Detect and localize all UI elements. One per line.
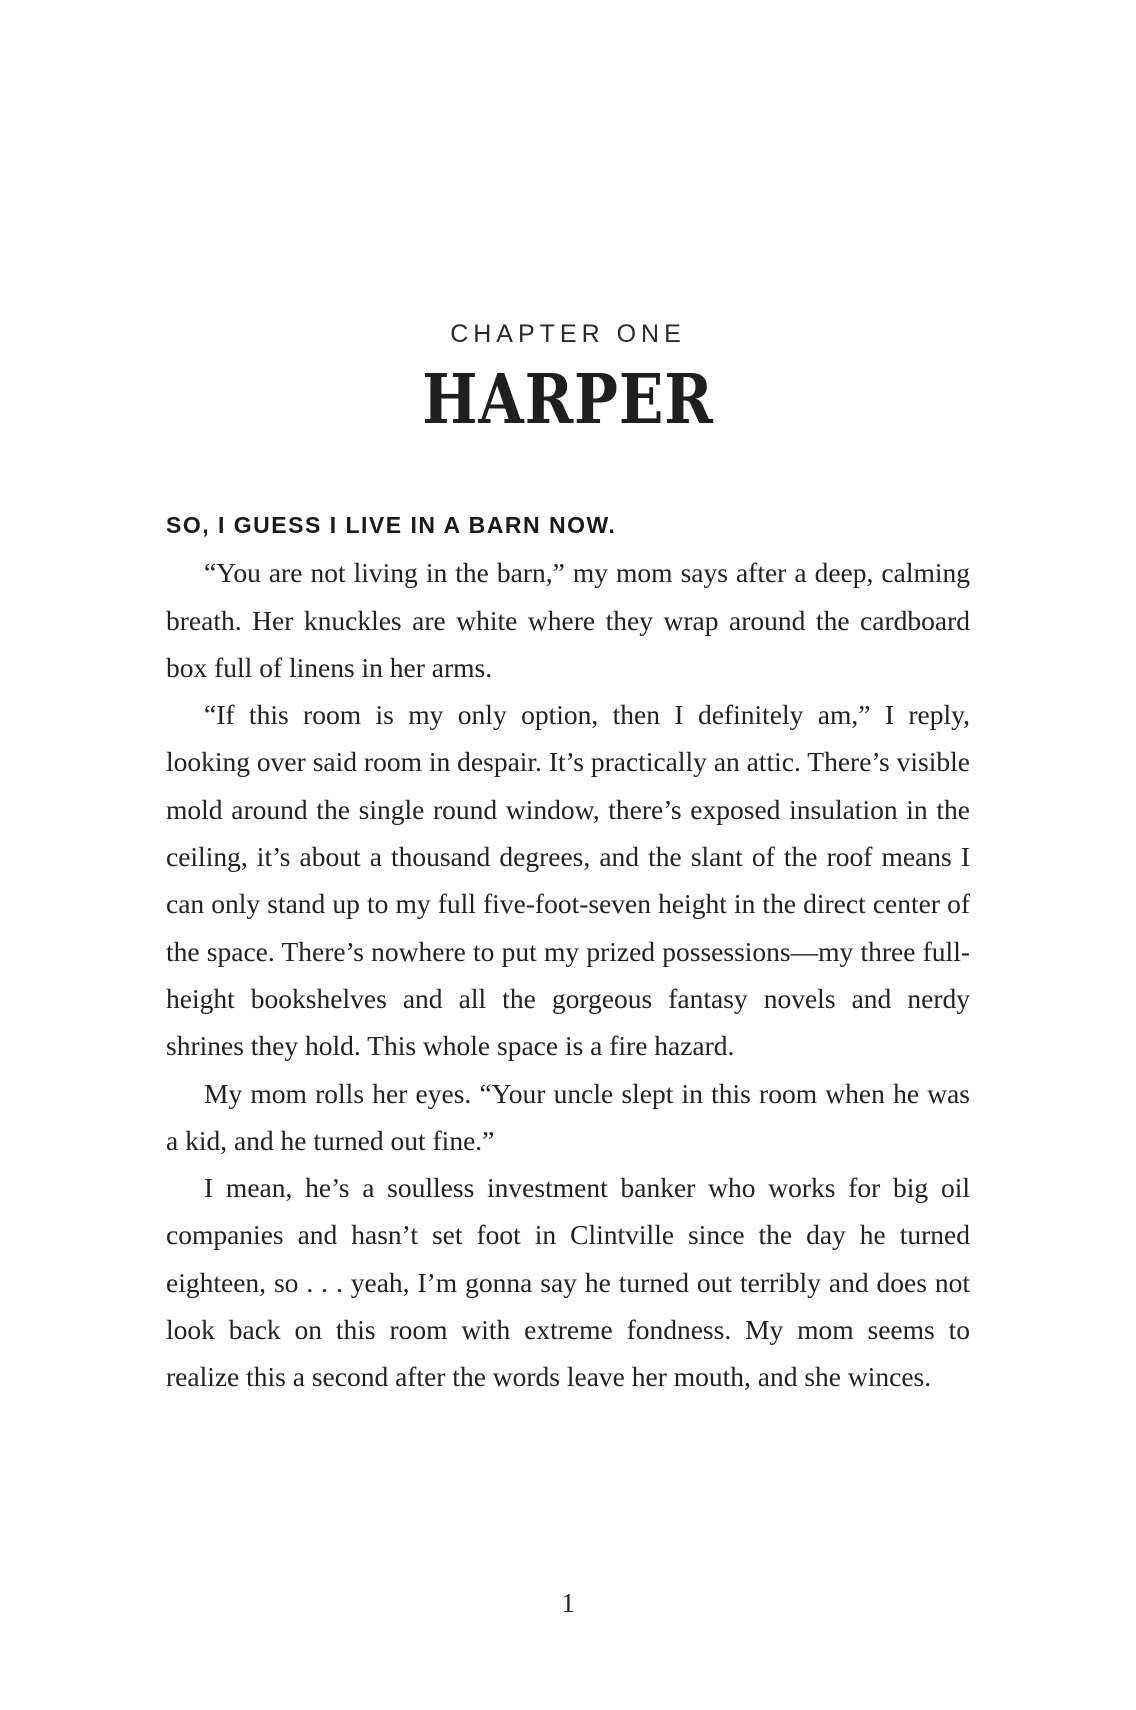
page-number: 1 — [561, 1588, 575, 1618]
chapter-label: CHAPTER ONE — [450, 320, 686, 348]
paragraph: My mom rolls her eyes. “Your uncle slept in this room when he was a kid, and he turned out fine.” — [166, 1077, 970, 1156]
chapter-body — [166, 502, 970, 1401]
opening-line: SO, I GUESS I LIVE IN A BARN NOW. — [166, 512, 617, 538]
paragraph: “You are not living in the barn,” my mom says after a deep, calming breath. Her knuckles are white where they wrap around the cardboard box full of linens in her arms. — [166, 557, 970, 683]
paragraph: I mean, he’s a soulless investment banker who works for big oil companies and hasn’t set foot in Clintville since the day he turned eighteen, so . . . yeah, I’m gonna say he turned out terribly and does not look back on this room with extreme fondness. My mom seems to realize this a second after the words leave her mouth, and she winces. — [166, 1172, 970, 1393]
paragraph: “If this room is my only option, then I definitely am,” I reply, looking over said room in despair. It’s practically an attic. There’s visible mold around the single round window, there’s exposed insulation in the ceiling, it’s about a thousand degrees, and the slant of the roof means I can only stand up to my full five-foot-seven height in the direct center of the space. There’s nowhere to put my prized possessions—my three full-height bookshelves and all the gorgeous fantasy novels and nerdy shrines they hold. This whole space is a fire hazard. — [166, 699, 970, 1062]
chapter-title: HARPER — [422, 360, 714, 440]
